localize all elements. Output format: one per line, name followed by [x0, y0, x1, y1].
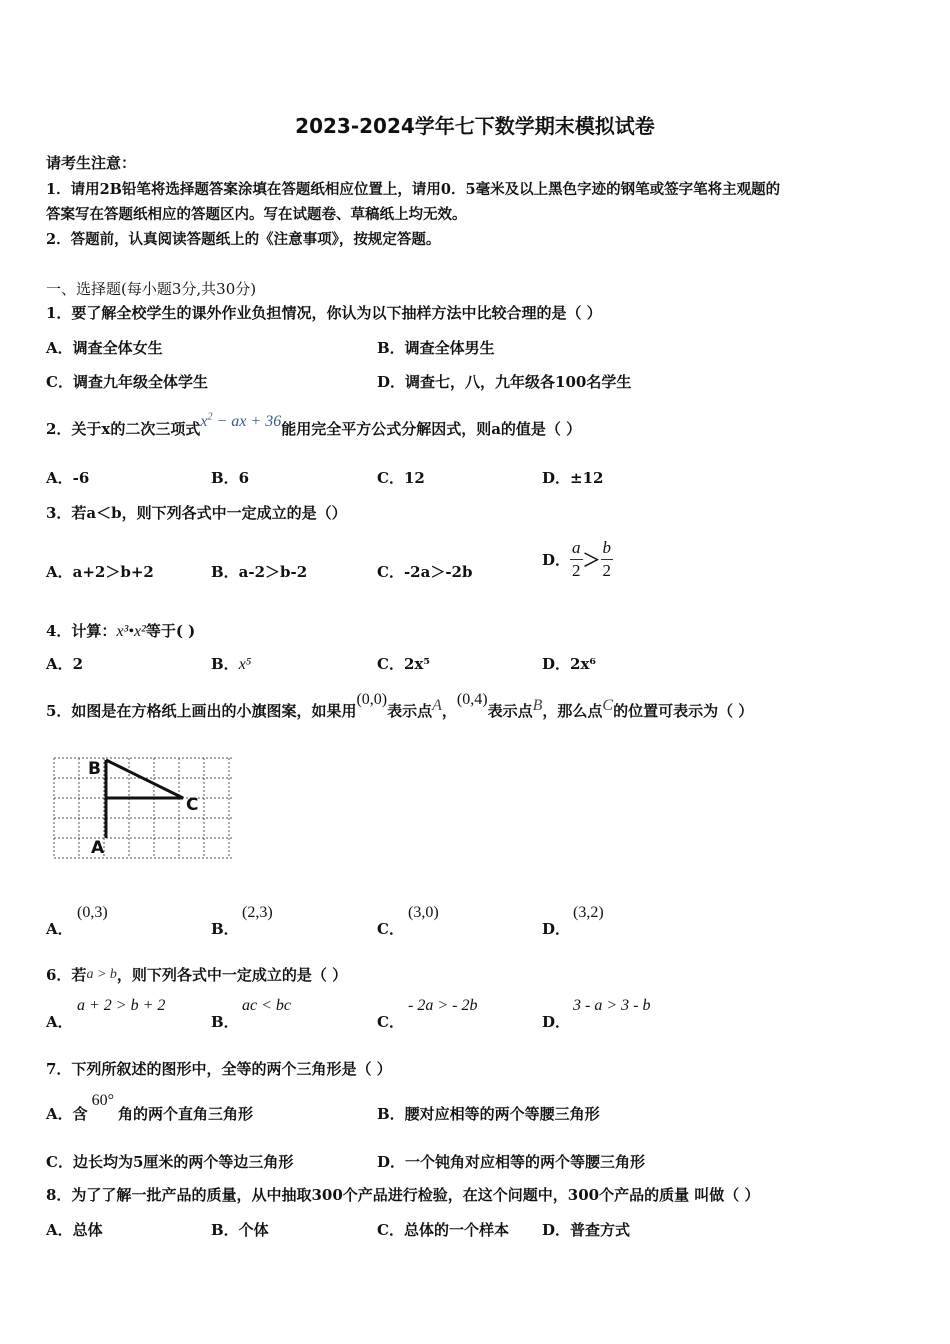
q2-expression: $x^2$ − ax + 36: [200, 411, 282, 430]
q2-stem-pre: 2．关于x的二次三项式: [46, 420, 201, 438]
grid-lines: [54, 758, 234, 858]
q4-stem: 4．计算：x³•x²等于( ): [46, 622, 196, 640]
flag-triangle: [106, 760, 183, 798]
q7-stem: 7．下列所叙述的图形中，全等的两个三角形是（ ）: [46, 1060, 392, 1078]
q8-stem: 8．为了了解一批产品的质量，从中抽取300个产品进行检验，在这个问题中，300个产品的质量 叫做（ ）: [46, 1186, 760, 1204]
q7-option-a: A．含60°角的两个直角三角形: [46, 1092, 254, 1123]
q8-option-d: D．普查方式: [542, 1221, 631, 1239]
q2-stem: [46, 411, 582, 439]
q6-option-d-label: D．: [542, 1013, 571, 1031]
q7-option-d: D．一个钝角对应相等的两个等腰三角形: [377, 1153, 646, 1171]
notice-line-1: 1．请用2B铅笔将选择题答案涂填在答题纸相应位置上，请用0．5毫米及以上黑色字迹的钢笔或签字笔将主观题的: [46, 181, 781, 198]
q1-option-d: D．调查七，八，九年级各100名学生: [377, 373, 632, 391]
q3-option-b: B．a-2＞b-2: [211, 563, 308, 581]
q2-stem-post: 能用完全平方公式分解因式，则a的值是（ ）: [281, 420, 582, 438]
q6-option-c-label: C．: [377, 1013, 404, 1031]
q4-option-b: B．x⁵: [211, 655, 252, 673]
q5-option-c-label: C．: [377, 920, 404, 938]
q5-option-b-label: B．: [211, 920, 239, 938]
q3-option-d: D． $\frac{a}{2}$ ＞ $\frac{b}{2}$: [542, 538, 612, 580]
q1-stem: 1．要了解全校学生的课外作业负担情况，你认为以下抽样方法中比较合理的是（ ）: [46, 304, 602, 322]
q6-option-d: 3 - a > 3 - b: [573, 997, 651, 1014]
q5-stem: 5．如图是在方格纸上画出的小旗图案，如果用(0,0)表示点A，(0,4)表示点B，那么点C的位置可表示为（ ）: [46, 691, 754, 720]
q7-option-b: B．腰对应相等的两个等腰三角形: [377, 1105, 600, 1123]
q5-option-d: (3,2): [573, 904, 604, 921]
q4-expression: x³•x²: [116, 623, 146, 640]
q6-stem: 6．若a > b，则下列各式中一定成立的是（ ）: [46, 966, 348, 984]
q7-option-c: C．边长均为5厘米的两个等边三角形: [46, 1153, 294, 1171]
notice-line-1b: 答案写在答题纸相应的答题区内。写在试题卷、草稿纸上均无效。: [46, 206, 467, 223]
notice-heading: 请考生注意：: [46, 154, 137, 172]
q2-option-b: B．6: [211, 469, 250, 487]
q5-option-a-label: A．: [46, 920, 73, 938]
q5-option-d-label: D．: [542, 920, 571, 938]
q8-option-c: C．总体的一个样本: [377, 1221, 509, 1239]
q3-option-c: C．-2a＞-2b: [377, 563, 473, 581]
q6-option-b-label: B．: [211, 1013, 239, 1031]
q4-option-d: D．2x⁶: [542, 655, 596, 673]
q1-option-b: B．调查全体男生: [377, 339, 495, 357]
q5-option-b: (2,3): [242, 904, 273, 921]
q3-fraction-a: $\frac{a}{2}$: [572, 538, 581, 580]
q8-option-b: B．个体: [211, 1221, 269, 1239]
page-title: 2023-2024学年七下数学期末模拟试卷: [295, 114, 655, 138]
q4-option-a: A．2: [46, 655, 84, 673]
q8-option-a: A．总体: [46, 1221, 103, 1239]
q1-option-a: A．调查全体女生: [46, 339, 163, 357]
q6-option-a: a + 2 > b + 2: [77, 997, 166, 1014]
notice-line-2: 2．答题前，认真阅读答题纸上的《注意事项》，按规定答题。: [46, 231, 441, 248]
q2-option-d: D．±12: [542, 469, 604, 487]
q6-option-c: - 2a > - 2b: [408, 997, 478, 1014]
q3-stem: 3．若a＜b，则下列各式中一定成立的是（）: [46, 504, 347, 522]
figure-label-c: C: [186, 795, 199, 815]
q5-option-c: (3,0): [408, 904, 439, 921]
q3-fraction-b: $\frac{b}{2}$: [602, 538, 612, 580]
q5-option-a: (0,3): [77, 904, 108, 921]
section-heading: 一、选择题(每小题3分,共30分): [46, 280, 257, 298]
figure-label-b: B: [88, 759, 101, 779]
q6-option-b: ac < bc: [242, 997, 291, 1014]
q1-option-c: C．调查九年级全体学生: [46, 373, 208, 391]
q2-option-c: C．12: [377, 469, 425, 487]
flag-grid-figure: [52, 756, 236, 862]
q6-option-a-label: A．: [46, 1013, 73, 1031]
q2-option-a: A．-6: [46, 469, 90, 487]
q4-option-c: C．2x⁵: [377, 655, 430, 673]
q3-option-a: A．a+2＞b+2: [46, 563, 154, 581]
figure-label-a: A: [91, 838, 105, 858]
